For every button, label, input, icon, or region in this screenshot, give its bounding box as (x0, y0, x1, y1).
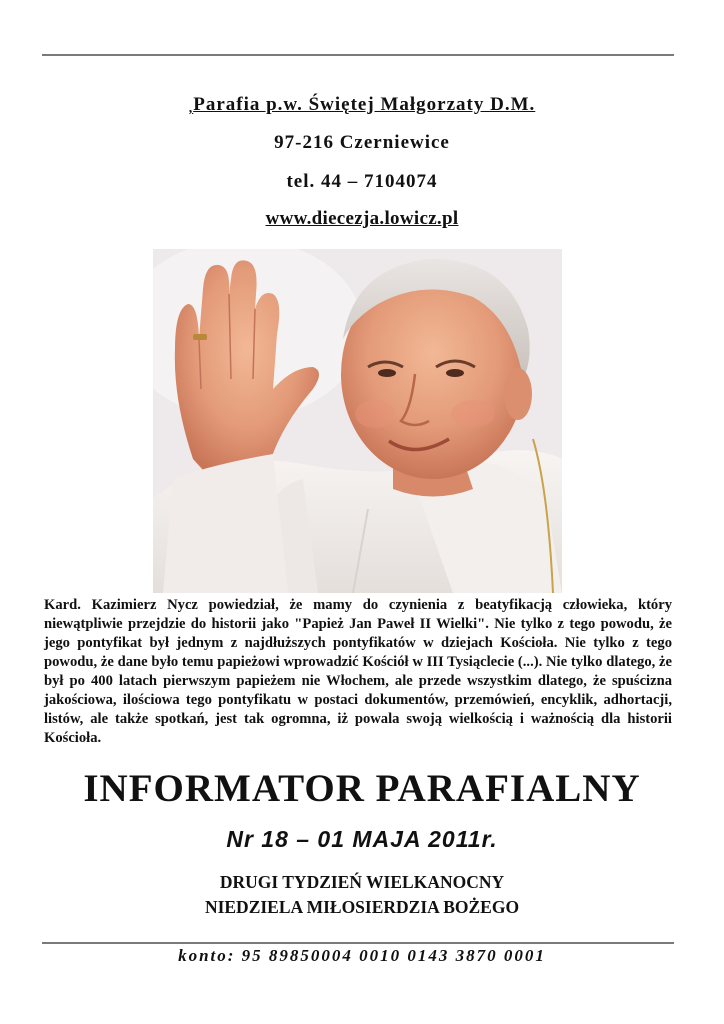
parish-comma: , (188, 101, 194, 116)
newsletter-title: INFORMATOR PARAFIALNY (83, 767, 641, 810)
portrait-photo (153, 249, 562, 593)
parish-website[interactable] (0, 208, 724, 230)
lead-paragraph: Kard. Kazimierz Nycz powiedział, że mamy do czynienia z beatyfikacją człowieka, który niewątpliwie przejdzie do historii jako "Papież Jan Paweł II Wielki". Nie tylko z tego powodu, że jego pontyfikat był jednym z najdłuższych pontyfikatów w dziejach Kościoła. Nie tylko z tego powodu, że dane było temu papieżowi wprowadzić Kościół w III Tysiąclecie (...). Nie tylko dlatego, że był po 400 latach pierwszym papieżem nie Włochem, ale przede wszystkim dlatego, że spuścizna jakościowa, ilościowa tego pontyfikatu w postaci dokumentów, przemówień, encyklik, adhortacji, listów, ale także spotkań, jest tak ogromna, iż powala swoją wielkością i ważnością dla historii Kościoła. (44, 597, 672, 746)
top-divider (42, 54, 674, 56)
bank-account: konto: 95 89850004 0010 0143 3870 0001 (178, 946, 546, 965)
parish-title: Parafia p.w. Świętej Małgorzaty D.M. (193, 94, 536, 115)
issue-number-date: Nr 18 – 01 MAJA 2011r. (226, 826, 498, 852)
liturgical-sunday: NIEDZIELA MIŁOSIERDZIA BOŻEGO (204, 897, 520, 917)
bottom-divider (42, 942, 674, 944)
website-link[interactable]: www.diecezja.lowicz.pl (265, 208, 459, 229)
parish-phone: tel. 44 – 7104074 (286, 171, 438, 192)
liturgical-week: DRUGI TYDZIEŃ WIELKANOCNY (219, 872, 505, 892)
parish-address: 97-216 Czerniewice (274, 132, 450, 153)
parish-name (0, 94, 724, 117)
